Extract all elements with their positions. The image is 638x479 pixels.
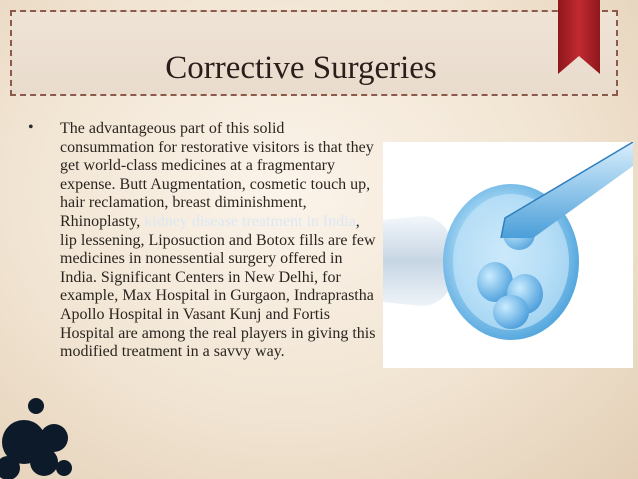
bookmark-ribbon-icon: [558, 0, 600, 74]
body-paragraph: [60, 120, 378, 362]
title-box: [10, 10, 618, 96]
body-text-part1: The advantageous part of this solid consummation for restorative visitors is that they get world-class medicines at a fragmentary expense. Butt Augmentation, cosmetic touch up, hair reclamation, breast diminishment, Rhinoplasty,: [60, 120, 374, 230]
bullet-marker: •: [28, 119, 34, 136]
body-text-part2: , lip lessening, Liposuction and Botox fills are few medicines in nonessential surgery offered in India. Significant Centers in New Delhi, for example, Max Hospital in Gurgaon, Indraprastha Apollo Hospital in Vasant Kunj and Fortis Hospital are among the real players in giving this modified treatment in a savvy way.: [60, 212, 376, 361]
kidney-treatment-link[interactable]: kidney disease treatment in India: [144, 212, 356, 230]
slide-title: Corrective Surgeries: [165, 50, 437, 86]
decorative-ink-blobs: [0, 390, 80, 479]
embryo-image: [383, 142, 633, 368]
